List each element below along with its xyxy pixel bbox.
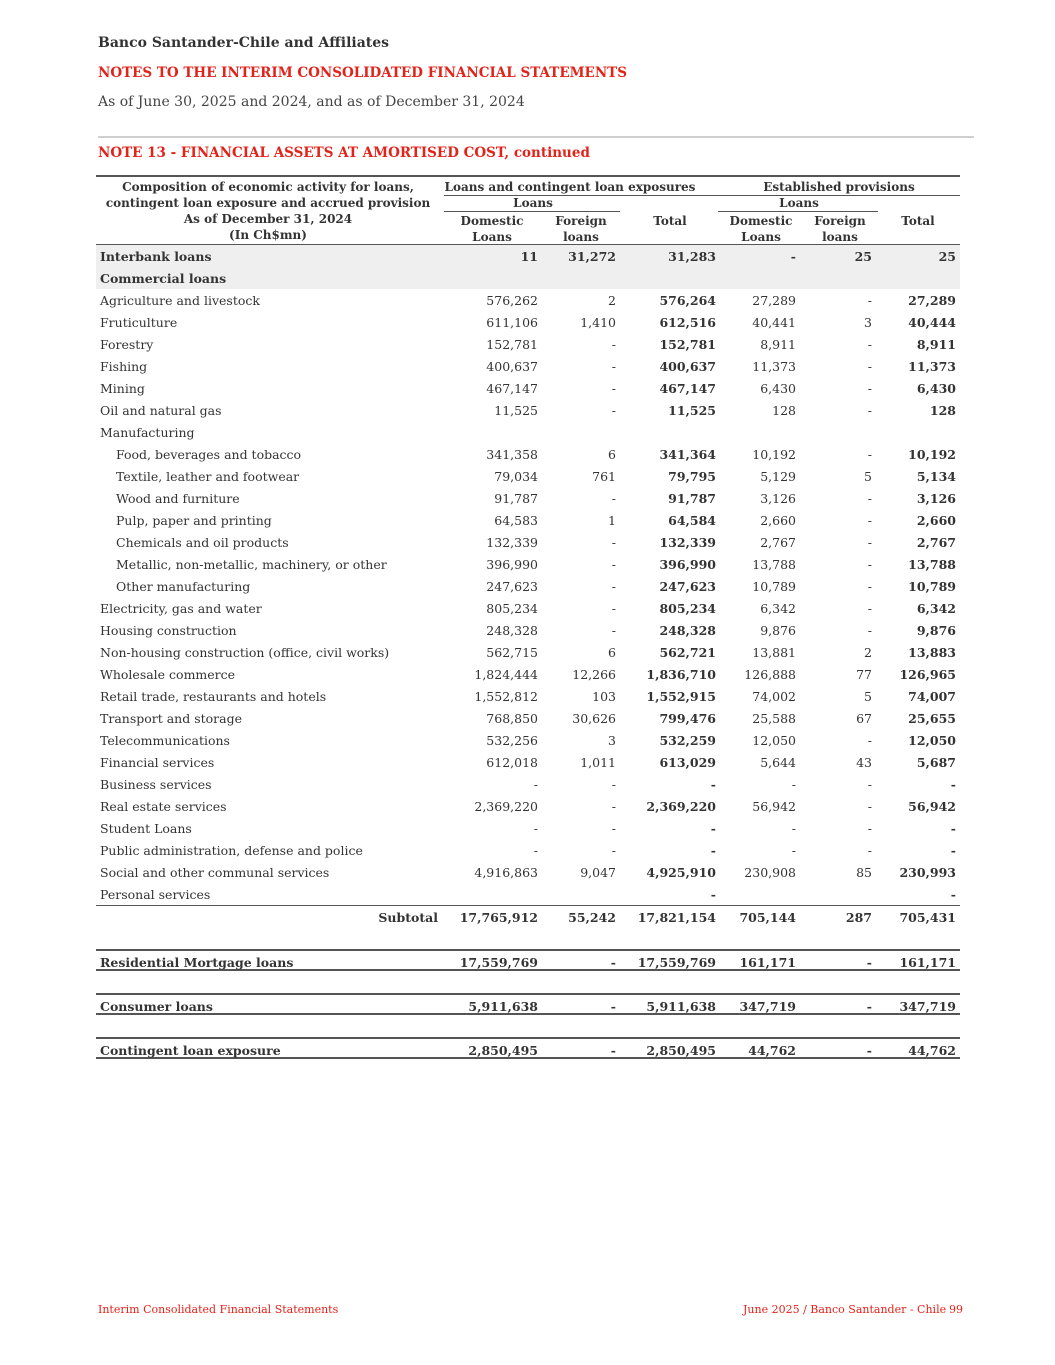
row-label: Fruticulture bbox=[100, 315, 178, 330]
cell: 27,289 bbox=[908, 293, 956, 308]
cell: 17,559,769 bbox=[637, 955, 716, 970]
notes-title: NOTES TO THE INTERIM CONSOLIDATED FINANCIAL STATEMENTS bbox=[98, 65, 627, 81]
cell: 2,660 bbox=[760, 513, 796, 528]
col-domestic-loans bbox=[446, 213, 538, 245]
cell: 247,623 bbox=[659, 579, 716, 594]
cell: - bbox=[950, 887, 956, 902]
spacer bbox=[96, 971, 960, 993]
col-label: Loans bbox=[472, 230, 512, 244]
table-row bbox=[96, 685, 960, 707]
cell: 3,126 bbox=[916, 491, 956, 506]
cell: 13,883 bbox=[908, 645, 956, 660]
cell: 13,881 bbox=[752, 645, 796, 660]
cell: - bbox=[611, 623, 616, 638]
cell: 230,993 bbox=[899, 865, 956, 880]
table-row bbox=[96, 773, 960, 795]
cell: 132,339 bbox=[659, 535, 716, 550]
cell: 152,781 bbox=[659, 337, 716, 352]
col-label: loans bbox=[563, 230, 599, 244]
cell: - bbox=[867, 777, 872, 792]
row-label: Food, beverages and tobacco bbox=[116, 447, 302, 462]
page-number: 99 bbox=[949, 1303, 963, 1316]
cell: 467,147 bbox=[659, 381, 716, 396]
cell: 25 bbox=[938, 249, 956, 264]
cell: 74,002 bbox=[752, 689, 796, 704]
cell: 5,911,638 bbox=[646, 999, 716, 1014]
cell: 11 bbox=[520, 249, 538, 264]
cell: 25 bbox=[854, 249, 872, 264]
cell: 85 bbox=[856, 865, 872, 880]
cell: 2,767 bbox=[916, 535, 956, 550]
cell: 10,192 bbox=[752, 447, 796, 462]
row-label: Public administration, defense and police bbox=[100, 843, 363, 858]
cell: 5,911,638 bbox=[468, 999, 538, 1014]
cell: 161,171 bbox=[739, 955, 796, 970]
group-header-loans-exposures: Loans and contingent loan exposures bbox=[444, 180, 696, 194]
cell: 562,721 bbox=[659, 645, 716, 660]
cell: - bbox=[867, 579, 872, 594]
col-prov-domestic bbox=[716, 213, 806, 245]
cell: 3 bbox=[864, 315, 872, 330]
cell: 1 bbox=[608, 513, 616, 528]
cell: 705,431 bbox=[899, 910, 956, 925]
commercial-section-row bbox=[96, 267, 960, 289]
table-header bbox=[96, 175, 960, 245]
row-label: Oil and natural gas bbox=[100, 403, 222, 418]
cell: 347,719 bbox=[739, 999, 796, 1014]
cell: 2,660 bbox=[916, 513, 956, 528]
cell: 64,584 bbox=[668, 513, 716, 528]
cell: 1,824,444 bbox=[474, 667, 538, 682]
cell: 91,787 bbox=[668, 491, 716, 506]
table-row bbox=[96, 443, 960, 465]
table-row bbox=[96, 377, 960, 399]
cell: 4,916,863 bbox=[474, 865, 538, 880]
col-prov-total: Total bbox=[901, 214, 935, 228]
cell: 31,272 bbox=[568, 249, 616, 264]
cell: 10,789 bbox=[752, 579, 796, 594]
cell: - bbox=[866, 999, 872, 1014]
cell: 341,358 bbox=[486, 447, 538, 462]
cell: 44,762 bbox=[748, 1043, 796, 1058]
cell: 532,259 bbox=[659, 733, 716, 748]
cell: - bbox=[867, 623, 872, 638]
cell: - bbox=[611, 403, 616, 418]
cell: 25,588 bbox=[752, 711, 796, 726]
header-divider bbox=[98, 136, 974, 138]
row-label: Telecommunications bbox=[100, 733, 230, 748]
cell: 10,192 bbox=[908, 447, 956, 462]
cell: 1,410 bbox=[580, 315, 616, 330]
row-label: Interbank loans bbox=[100, 249, 212, 264]
cell: 8,911 bbox=[916, 337, 956, 352]
cell: 103 bbox=[592, 689, 616, 704]
row-label: Financial services bbox=[100, 755, 215, 770]
cell: 10,789 bbox=[908, 579, 956, 594]
table-row bbox=[96, 575, 960, 597]
table-row bbox=[96, 355, 960, 377]
cell: - bbox=[867, 359, 872, 374]
cell: 400,637 bbox=[659, 359, 716, 374]
cell: 5,129 bbox=[760, 469, 796, 484]
cell: 4,925,910 bbox=[646, 865, 716, 880]
cell: 6 bbox=[608, 645, 616, 660]
cell: 40,444 bbox=[908, 315, 956, 330]
cell: 1,552,915 bbox=[646, 689, 716, 704]
cell: 77 bbox=[856, 667, 872, 682]
cell: - bbox=[611, 601, 616, 616]
row-label: Wholesale commerce bbox=[100, 667, 236, 682]
col-prov-foreign bbox=[800, 213, 880, 245]
cell: 13,788 bbox=[752, 557, 796, 572]
cell: 9,876 bbox=[760, 623, 796, 638]
table-row bbox=[96, 795, 960, 817]
cell: 247,623 bbox=[486, 579, 538, 594]
stub-line: (In Ch$mn) bbox=[229, 228, 307, 242]
table-row bbox=[96, 729, 960, 751]
row-label: Housing construction bbox=[100, 623, 237, 638]
contingent-row bbox=[96, 1037, 960, 1059]
cell: 612,516 bbox=[659, 315, 716, 330]
cell: 79,795 bbox=[668, 469, 716, 484]
cell: 3 bbox=[608, 733, 616, 748]
footer-date-entity: June 2025 / Banco Santander - Chile bbox=[743, 1303, 947, 1316]
cell: - bbox=[867, 403, 872, 418]
row-label: Student Loans bbox=[100, 821, 192, 836]
col-label: loans bbox=[822, 230, 858, 244]
cell: 761 bbox=[592, 469, 616, 484]
cell: 12,050 bbox=[908, 733, 956, 748]
table-row bbox=[96, 707, 960, 729]
cell: - bbox=[790, 249, 796, 264]
cell: - bbox=[791, 777, 796, 792]
cell: 11,373 bbox=[908, 359, 956, 374]
cell: - bbox=[867, 535, 872, 550]
cell: 132,339 bbox=[486, 535, 538, 550]
cell: - bbox=[611, 491, 616, 506]
cell: 2 bbox=[864, 645, 872, 660]
cell: 17,765,912 bbox=[459, 910, 538, 925]
cell: 12,266 bbox=[572, 667, 616, 682]
subheader-loans: Loans bbox=[779, 196, 819, 210]
cell: - bbox=[710, 887, 716, 902]
cell: 805,234 bbox=[486, 601, 538, 616]
row-label: Personal services bbox=[100, 887, 211, 902]
cell: 2,850,495 bbox=[468, 1043, 538, 1058]
row-label: Retail trade, restaurants and hotels bbox=[100, 689, 327, 704]
cell: - bbox=[533, 843, 538, 858]
row-label: Consumer loans bbox=[100, 999, 213, 1014]
row-label: Fishing bbox=[100, 359, 148, 374]
cell: - bbox=[710, 843, 716, 858]
note-title: NOTE 13 - FINANCIAL ASSETS AT AMORTISED COST, continued bbox=[98, 145, 590, 161]
cell: 55,242 bbox=[568, 910, 616, 925]
cell: - bbox=[867, 821, 872, 836]
cell: 6,430 bbox=[760, 381, 796, 396]
cell: 17,559,769 bbox=[459, 955, 538, 970]
table-row bbox=[96, 531, 960, 553]
row-label: Agriculture and livestock bbox=[100, 293, 260, 308]
stub-header bbox=[96, 179, 440, 243]
cell: - bbox=[611, 381, 616, 396]
cell: 1,836,710 bbox=[646, 667, 716, 682]
cell: - bbox=[867, 381, 872, 396]
cell: - bbox=[950, 843, 956, 858]
table-row bbox=[96, 861, 960, 883]
section-label: Commercial loans bbox=[100, 271, 227, 286]
group-header-provisions: Established provisions bbox=[763, 180, 915, 194]
spacer bbox=[96, 927, 960, 949]
row-label: Other manufacturing bbox=[116, 579, 251, 594]
cell: 6,430 bbox=[916, 381, 956, 396]
cell: 248,328 bbox=[486, 623, 538, 638]
cell: - bbox=[611, 359, 616, 374]
cell: 2,767 bbox=[760, 535, 796, 550]
col-total: Total bbox=[653, 214, 687, 228]
cell: - bbox=[867, 843, 872, 858]
cell: 400,637 bbox=[486, 359, 538, 374]
cell: - bbox=[867, 447, 872, 462]
cell: 5 bbox=[864, 469, 872, 484]
cell: - bbox=[610, 955, 616, 970]
row-label: Metallic, non-metallic, machinery, or other bbox=[116, 557, 387, 572]
cell: 347,719 bbox=[899, 999, 956, 1014]
interbank-row bbox=[96, 245, 960, 267]
cell: 5,687 bbox=[916, 755, 956, 770]
spacer bbox=[96, 1015, 960, 1037]
table-row bbox=[96, 817, 960, 839]
cell: 3,126 bbox=[760, 491, 796, 506]
cell: 128 bbox=[929, 403, 956, 418]
loans-composition-table bbox=[96, 175, 960, 1059]
cell: 11,373 bbox=[752, 359, 796, 374]
cell: - bbox=[611, 821, 616, 836]
cell: 248,328 bbox=[659, 623, 716, 638]
footer-document-title: Interim Consolidated Financial Statements bbox=[98, 1303, 339, 1316]
cell: 91,787 bbox=[494, 491, 538, 506]
cell: - bbox=[791, 821, 796, 836]
cell: 1,552,812 bbox=[474, 689, 538, 704]
cell: - bbox=[867, 799, 872, 814]
subtotal-row bbox=[96, 905, 960, 927]
table-row bbox=[96, 487, 960, 509]
cell: 44,762 bbox=[908, 1043, 956, 1058]
cell: 799,476 bbox=[659, 711, 716, 726]
cell: - bbox=[710, 821, 716, 836]
cell: - bbox=[866, 1043, 872, 1058]
cell: 31,283 bbox=[668, 249, 716, 264]
row-label: Manufacturing bbox=[100, 425, 195, 440]
cell: - bbox=[867, 733, 872, 748]
cell: 128 bbox=[772, 403, 796, 418]
cell: - bbox=[533, 777, 538, 792]
table-row bbox=[96, 311, 960, 333]
table-row bbox=[96, 465, 960, 487]
col-label: Domestic bbox=[729, 214, 793, 228]
cell: - bbox=[867, 293, 872, 308]
cell: 532,256 bbox=[486, 733, 538, 748]
col-foreign-loans bbox=[540, 213, 622, 245]
col-label: Foreign bbox=[814, 214, 866, 228]
row-label: Social and other communal services bbox=[100, 865, 330, 880]
stub-line: Composition of economic activity for loans, bbox=[122, 180, 414, 194]
cell: 611,106 bbox=[486, 315, 538, 330]
cell: 12,050 bbox=[752, 733, 796, 748]
cell: - bbox=[950, 777, 956, 792]
table-row bbox=[96, 421, 960, 443]
cell: 17,821,154 bbox=[637, 910, 716, 925]
row-label: Business services bbox=[100, 777, 212, 792]
row-label: Electricity, gas and water bbox=[100, 601, 262, 616]
cell: 152,781 bbox=[486, 337, 538, 352]
table-row bbox=[96, 399, 960, 421]
cell: 11,525 bbox=[494, 403, 538, 418]
cell: 467,147 bbox=[486, 381, 538, 396]
cell: 230,908 bbox=[744, 865, 796, 880]
cell: 6,342 bbox=[916, 601, 956, 616]
cell: 43 bbox=[856, 755, 872, 770]
cell: 79,034 bbox=[494, 469, 538, 484]
row-label: Non-housing construction (office, civil works) bbox=[100, 645, 390, 660]
table-row bbox=[96, 509, 960, 531]
cell: 768,850 bbox=[486, 711, 538, 726]
table-row bbox=[96, 553, 960, 575]
cell: 27,289 bbox=[752, 293, 796, 308]
col-label: Domestic bbox=[460, 214, 524, 228]
cell: - bbox=[611, 557, 616, 572]
row-label: Residential Mortgage loans bbox=[100, 955, 294, 970]
cell: 40,441 bbox=[752, 315, 796, 330]
cell: 6 bbox=[608, 447, 616, 462]
cell: 396,990 bbox=[486, 557, 538, 572]
stub-line: As of December 31, 2024 bbox=[183, 212, 353, 226]
cell: 11,525 bbox=[668, 403, 716, 418]
cell: 612,018 bbox=[486, 755, 538, 770]
cell: - bbox=[611, 777, 616, 792]
row-label: Mining bbox=[100, 381, 145, 396]
cell: - bbox=[950, 821, 956, 836]
table-row bbox=[96, 333, 960, 355]
cell: 56,942 bbox=[908, 799, 956, 814]
col-label: Loans bbox=[741, 230, 781, 244]
cell: - bbox=[710, 777, 716, 792]
cell: - bbox=[867, 601, 872, 616]
cell: 126,965 bbox=[899, 667, 956, 682]
row-label: Chemicals and oil products bbox=[116, 535, 289, 550]
cell: 576,264 bbox=[659, 293, 716, 308]
cell: 5 bbox=[864, 689, 872, 704]
cell: - bbox=[611, 535, 616, 550]
row-label: Textile, leather and footwear bbox=[116, 469, 300, 484]
cell: 5,134 bbox=[916, 469, 956, 484]
table-row bbox=[96, 883, 960, 905]
table-row bbox=[96, 751, 960, 773]
cell: - bbox=[867, 491, 872, 506]
row-label: Real estate services bbox=[100, 799, 227, 814]
cell: 74,007 bbox=[908, 689, 956, 704]
cell: - bbox=[611, 799, 616, 814]
cell: 30,626 bbox=[572, 711, 616, 726]
cell: 2 bbox=[608, 293, 616, 308]
cell: 341,364 bbox=[659, 447, 716, 462]
row-label: Forestry bbox=[100, 337, 154, 352]
subgroup-rule bbox=[718, 211, 878, 212]
cell: - bbox=[610, 1043, 616, 1058]
cell: 1,011 bbox=[580, 755, 616, 770]
row-label: Contingent loan exposure bbox=[100, 1043, 281, 1058]
cell: 396,990 bbox=[659, 557, 716, 572]
consumer-row bbox=[96, 993, 960, 1015]
mortgage-row bbox=[96, 949, 960, 971]
table-row bbox=[96, 619, 960, 641]
row-label: Transport and storage bbox=[100, 711, 242, 726]
cell: 64,583 bbox=[494, 513, 538, 528]
table-row bbox=[96, 663, 960, 685]
cell: 9,047 bbox=[580, 865, 616, 880]
cell: - bbox=[611, 843, 616, 858]
cell: - bbox=[611, 337, 616, 352]
cell: 2,369,220 bbox=[474, 799, 538, 814]
cell: 5,644 bbox=[760, 755, 796, 770]
cell: 13,788 bbox=[908, 557, 956, 572]
cell: - bbox=[867, 557, 872, 572]
cell: 56,942 bbox=[752, 799, 796, 814]
cell: - bbox=[791, 843, 796, 858]
cell: 613,029 bbox=[659, 755, 716, 770]
cell: 2,369,220 bbox=[646, 799, 716, 814]
cell: - bbox=[611, 579, 616, 594]
table-row bbox=[96, 289, 960, 311]
cell: - bbox=[610, 999, 616, 1014]
subgroup-rule bbox=[444, 211, 620, 212]
cell: 562,715 bbox=[486, 645, 538, 660]
col-label: Foreign bbox=[555, 214, 607, 228]
cell: - bbox=[866, 955, 872, 970]
cell: 576,262 bbox=[486, 293, 538, 308]
cell: 67 bbox=[856, 711, 872, 726]
cell: 126,888 bbox=[744, 667, 796, 682]
cell: 9,876 bbox=[916, 623, 956, 638]
subheader-loans: Loans bbox=[513, 196, 553, 210]
row-label: Subtotal bbox=[378, 910, 438, 925]
cell: 6,342 bbox=[760, 601, 796, 616]
cell: 8,911 bbox=[760, 337, 796, 352]
commercial-rows bbox=[96, 289, 960, 905]
table-row bbox=[96, 641, 960, 663]
cell: 705,144 bbox=[739, 910, 796, 925]
company-name: Banco Santander-Chile and Affiliates bbox=[98, 35, 390, 51]
table-row bbox=[96, 597, 960, 619]
stub-line: contingent loan exposure and accrued provision bbox=[105, 196, 431, 210]
table-row bbox=[96, 839, 960, 861]
cell: - bbox=[533, 821, 538, 836]
cell: 25,655 bbox=[908, 711, 956, 726]
period-subtitle: As of June 30, 2025 and 2024, and as of December 31, 2024 bbox=[98, 94, 525, 110]
cell: 287 bbox=[845, 910, 872, 925]
row-label: Pulp, paper and printing bbox=[116, 513, 272, 528]
cell: 2,850,495 bbox=[646, 1043, 716, 1058]
cell: - bbox=[867, 337, 872, 352]
row-label: Wood and furniture bbox=[116, 491, 240, 506]
cell: 161,171 bbox=[899, 955, 956, 970]
cell: - bbox=[867, 513, 872, 528]
cell: 805,234 bbox=[659, 601, 716, 616]
